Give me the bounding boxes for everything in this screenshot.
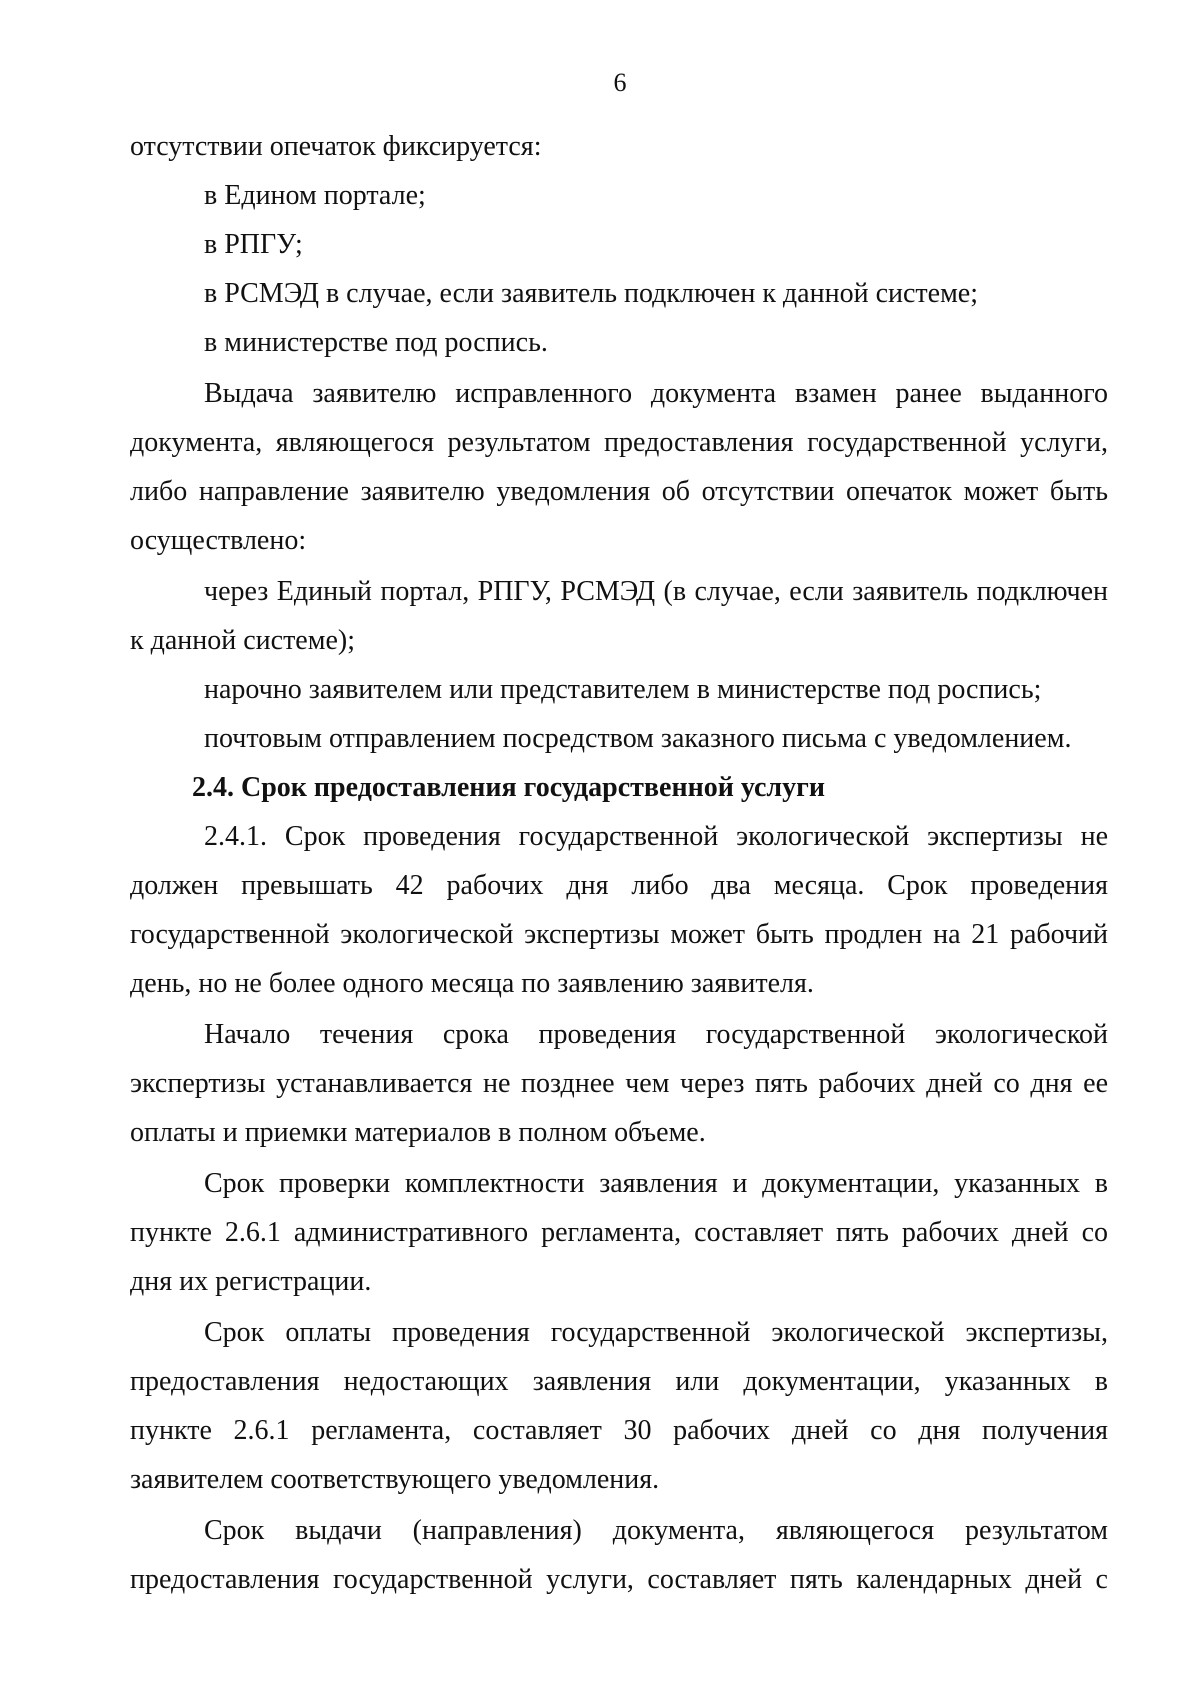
text-line: день, но не более одного месяца по заявлению заявителя. xyxy=(130,968,814,999)
paragraph xyxy=(130,1010,1108,1157)
section-heading xyxy=(130,763,1108,812)
list-item xyxy=(130,171,1108,220)
text-line: Срок проверки комплектности заявления и документации, указанных в xyxy=(204,1168,1108,1199)
paragraph xyxy=(130,812,1108,1008)
text-line: Срок оплаты проведения государственной экологической экспертизы, xyxy=(204,1317,1108,1348)
list-item xyxy=(130,665,1108,714)
list-item xyxy=(130,269,1108,318)
paragraph xyxy=(130,369,1108,565)
text-line: государственной экологической экспертизы может быть продлен на 21 рабочий xyxy=(130,919,1108,950)
paragraph-continuation xyxy=(130,122,1108,171)
text-line: отсутствии опечаток фиксируется: xyxy=(130,131,542,162)
paragraph xyxy=(130,1506,1108,1604)
list-item xyxy=(130,318,1108,367)
text-line: пункте 2.6.1 регламента, составляет 30 рабочих дней со дня получения xyxy=(130,1415,1108,1446)
text-line: 2.4.1. Срок проведения государственной экологической экспертизы не xyxy=(204,821,1108,852)
text-line: в министерстве под роспись. xyxy=(204,327,548,358)
text-line: осуществлено: xyxy=(130,525,307,556)
text-line: в РСМЭД в случае, если заявитель подключен к данной системе; xyxy=(204,278,978,309)
text-line: предоставления государственной услуги, составляет пять календарных дней с xyxy=(130,1564,1108,1595)
text-line: Выдача заявителю исправленного документа взамен ранее выданного xyxy=(204,378,1108,409)
text-line: к данной системе); xyxy=(130,625,355,656)
text-line: почтовым отправлением посредством заказного письма с уведомлением. xyxy=(204,723,1072,754)
page-number: 6 xyxy=(613,68,627,97)
text-line: Срок выдачи (направления) документа, являющегося результатом xyxy=(204,1515,1108,1546)
list-item xyxy=(130,567,1108,665)
paragraph xyxy=(130,1159,1108,1306)
document-body xyxy=(130,122,1108,1604)
text-line: в Едином портале; xyxy=(204,180,426,211)
text-line: должен превышать 42 рабочих дня либо два месяца. Срок проведения xyxy=(130,870,1108,901)
text-line: предоставления недостающих заявления или документации, указанных в xyxy=(130,1366,1108,1397)
text-line: в РПГУ; xyxy=(204,229,303,260)
text-line: нарочно заявителем или представителем в министерстве под роспись; xyxy=(204,674,1042,705)
list-item xyxy=(130,220,1108,269)
text-line: через Единый портал, РПГУ, РСМЭД (в случае, если заявитель подключен xyxy=(204,576,1108,607)
text-line: Начало течения срока проведения государственной экологической xyxy=(204,1019,1108,1050)
text-line: экспертизы устанавливается не позднее чем через пять рабочих дней со дня ее xyxy=(130,1068,1108,1099)
text-line: дня их регистрации. xyxy=(130,1266,372,1297)
text-line: пункте 2.6.1 административного регламента, составляет пять рабочих дней со xyxy=(130,1217,1108,1248)
text-line: либо направление заявителю уведомления об отсутствии опечаток может быть xyxy=(130,476,1108,507)
paragraph xyxy=(130,1308,1108,1504)
text-line: оплаты и приемки материалов в полном объеме. xyxy=(130,1117,706,1148)
list-item xyxy=(130,714,1108,763)
text-line: заявителем соответствующего уведомления. xyxy=(130,1464,660,1495)
heading-text: 2.4. Срок предоставления государственной услуги xyxy=(192,772,825,803)
text-line: документа, являющегося результатом предоставления государственной услуги, xyxy=(130,427,1108,458)
